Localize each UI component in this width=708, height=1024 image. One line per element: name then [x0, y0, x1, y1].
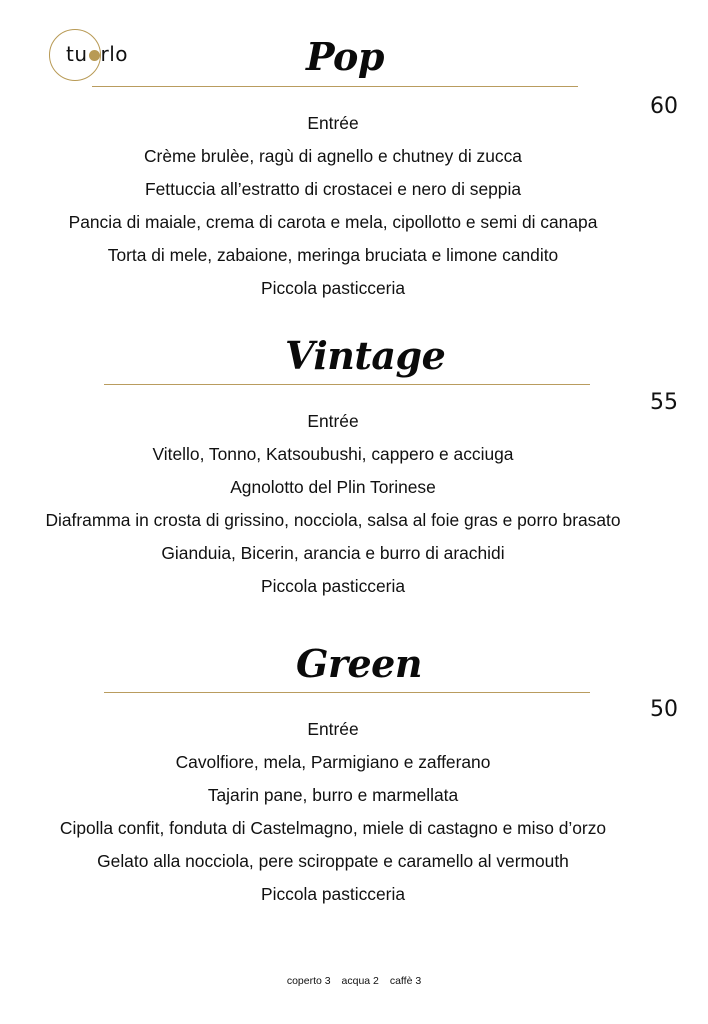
price-green: 50 [650, 697, 678, 722]
divider-pop [92, 86, 578, 87]
dish-item: Vitello, Tonno, Katsoubushi, cappero e acciuga [152, 444, 514, 464]
dish-item: Agnolotto del Plin Torinese [230, 477, 436, 497]
dish-item: Piccola pasticceria [260, 576, 406, 596]
dish-item: Entrée [307, 411, 359, 431]
footer-acqua: acqua 2 [341, 975, 379, 987]
dish-list-green [0, 713, 666, 911]
menu-title-pop: Pop [306, 34, 384, 79]
dish-item: Entrée [307, 719, 359, 739]
dish-item: Gelato alla nocciola, pere sciroppate e caramello al vermouth [97, 851, 569, 871]
dish-item: Torta di mele, zabaione, meringa bruciata e limone candito [107, 245, 559, 265]
dish-item: Piccola pasticceria [260, 884, 406, 904]
dish-item: Crème brulèe, ragù di agnello e chutney di zucca [144, 146, 522, 166]
dish-list-pop [0, 107, 666, 305]
dish-item: Diaframma in crosta di grissino, nocciola, salsa al foie gras e porro brasato [45, 510, 621, 530]
dish-item: Entrée [307, 113, 359, 133]
dish-list-vintage [0, 405, 666, 603]
price-vintage: 55 [650, 390, 678, 415]
dish-item: Cavolfiore, mela, Parmigiano e zafferano [175, 752, 491, 772]
divider-vintage [104, 384, 590, 385]
footer-extras [0, 975, 708, 987]
logo-text-suffix: rlo [100, 42, 129, 66]
menu-title-vintage: Vintage [285, 333, 446, 378]
footer-coperto: coperto 3 [286, 975, 331, 987]
price-pop: 60 [650, 94, 678, 119]
dish-item: Piccola pasticceria [260, 278, 406, 298]
dish-item: Pancia di maiale, crema di carota e mela, cipollotto e semi di canapa [68, 212, 598, 232]
footer-caffe: caffè 3 [389, 975, 422, 987]
menu-title-green: Green [296, 641, 422, 686]
dish-item: Tajarin pane, burro e marmellata [207, 785, 459, 805]
dish-item: Gianduia, Bicerin, arancia e burro di arachidi [161, 543, 505, 563]
dish-item: Cipolla confit, fonduta di Castelmagno, miele di castagno e miso d’orzo [59, 818, 607, 838]
dish-item: Fettuccia all’estratto di crostacei e nero di seppia [144, 179, 522, 199]
logo-text-prefix: tu [66, 42, 88, 66]
logo-dot-icon [89, 50, 100, 61]
logo [66, 42, 128, 66]
divider-green [104, 692, 590, 693]
